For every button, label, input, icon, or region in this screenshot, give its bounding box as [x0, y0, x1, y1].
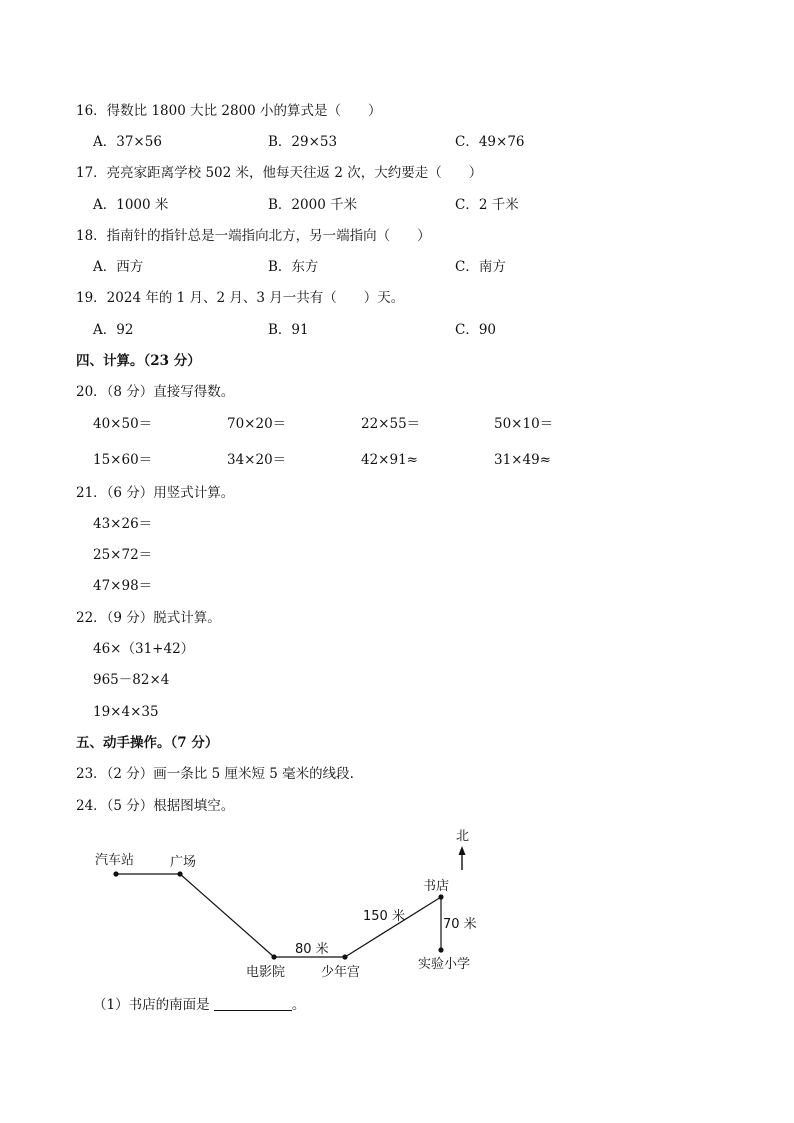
question-19-option-c: C．90 [455, 322, 497, 338]
calc-item: 50×10＝ [494, 416, 554, 432]
stepwise-calc-item: 19×4×35 [93, 704, 159, 720]
place-label: 少年宫 [321, 965, 361, 980]
question-18-stem: 18．指南针的指针总是一端指向北方，另一端指向（ ） [76, 228, 431, 244]
calc-item: 42×91≈ [361, 452, 418, 468]
calc-item: 15×60＝ [93, 452, 153, 468]
map-point-school [438, 947, 443, 952]
calc-item: 40×50＝ [93, 416, 153, 432]
stepwise-calc-item: 46×（31+42） [93, 641, 195, 657]
answer-blank[interactable] [214, 996, 292, 1011]
question-17-option-b: B．2000 千米 [268, 197, 358, 213]
distance-label: 150 米 [363, 909, 405, 924]
place-label: 汽车站 [95, 853, 135, 868]
question-24-stem: 24．（5 分）根据图填空。 [76, 798, 235, 814]
section-5-heading: 五、动手操作。（7 分） [76, 735, 219, 751]
question-17-stem: 17．亮亮家距离学校 502 米，他每天往返 2 次，大约要走（ ） [76, 165, 483, 181]
question-18-option-c: C．南方 [455, 259, 506, 275]
north-label: 北 [456, 829, 470, 844]
calc-item: 22×55＝ [361, 416, 421, 432]
question-19-option-a: A．92 [93, 322, 134, 338]
question-22-stem: 22．（9 分）脱式计算。 [76, 610, 221, 626]
distance-label: 80 米 [295, 942, 329, 957]
sub-1-suffix: 。 [291, 997, 306, 1013]
question-18-option-b: B．东方 [268, 259, 319, 275]
question-16-option-b: B．29×53 [268, 134, 338, 150]
calc-item: 70×20＝ [227, 416, 287, 432]
question-19-stem: 19．2024 年的 1 月、2 月、3 月一共有（ ）天。 [76, 290, 405, 306]
question-21-stem: 21．（6 分）用竖式计算。 [76, 485, 235, 501]
vertical-calc-item: 47×98＝ [93, 578, 153, 594]
place-label: 电影院 [246, 965, 286, 980]
map-point-bookstore [438, 894, 443, 899]
map-point-youth-palace [342, 954, 347, 959]
stepwise-calc-item: 965－82×4 [93, 672, 170, 688]
calc-item: 31×49≈ [494, 452, 551, 468]
question-16-option-a: A．37×56 [93, 134, 162, 150]
question-18-option-a: A．西方 [93, 259, 144, 275]
route-segment [180, 874, 274, 957]
north-arrow-head [459, 846, 466, 855]
question-20-stem: 20．（8 分）直接写得数。 [76, 384, 235, 400]
map-point-bus-station [113, 871, 118, 876]
vertical-calc-item: 25×72＝ [93, 547, 153, 563]
route-segment [345, 897, 441, 957]
distance-label: 70 米 [443, 917, 477, 932]
question-23-stem: 23．（2 分）画一条比 5 厘米短 5 毫米的线段. [76, 766, 354, 782]
question-17-option-c: C．2 千米 [455, 197, 519, 213]
vertical-calc-item: 43×26＝ [93, 516, 153, 532]
question-17-option-a: A．1000 米 [93, 197, 169, 213]
section-4-heading: 四、计算。（23 分） [76, 353, 201, 369]
place-label: 书店 [423, 879, 450, 894]
question-19-option-b: B．91 [268, 322, 309, 338]
place-label: 广场 [170, 855, 197, 870]
sub-1-prefix: （1）书店的南面是 [93, 997, 210, 1013]
question-16-stem: 16．得数比 1800 大比 2800 小的算式是（ ） [76, 103, 382, 119]
question-16-option-c: C．49×76 [455, 134, 525, 150]
map-point-square [177, 871, 182, 876]
question-24-sub-1 [93, 996, 305, 1014]
map-point-cinema [271, 954, 276, 959]
calc-item: 34×20＝ [227, 452, 287, 468]
place-label: 实验小学 [418, 957, 471, 972]
